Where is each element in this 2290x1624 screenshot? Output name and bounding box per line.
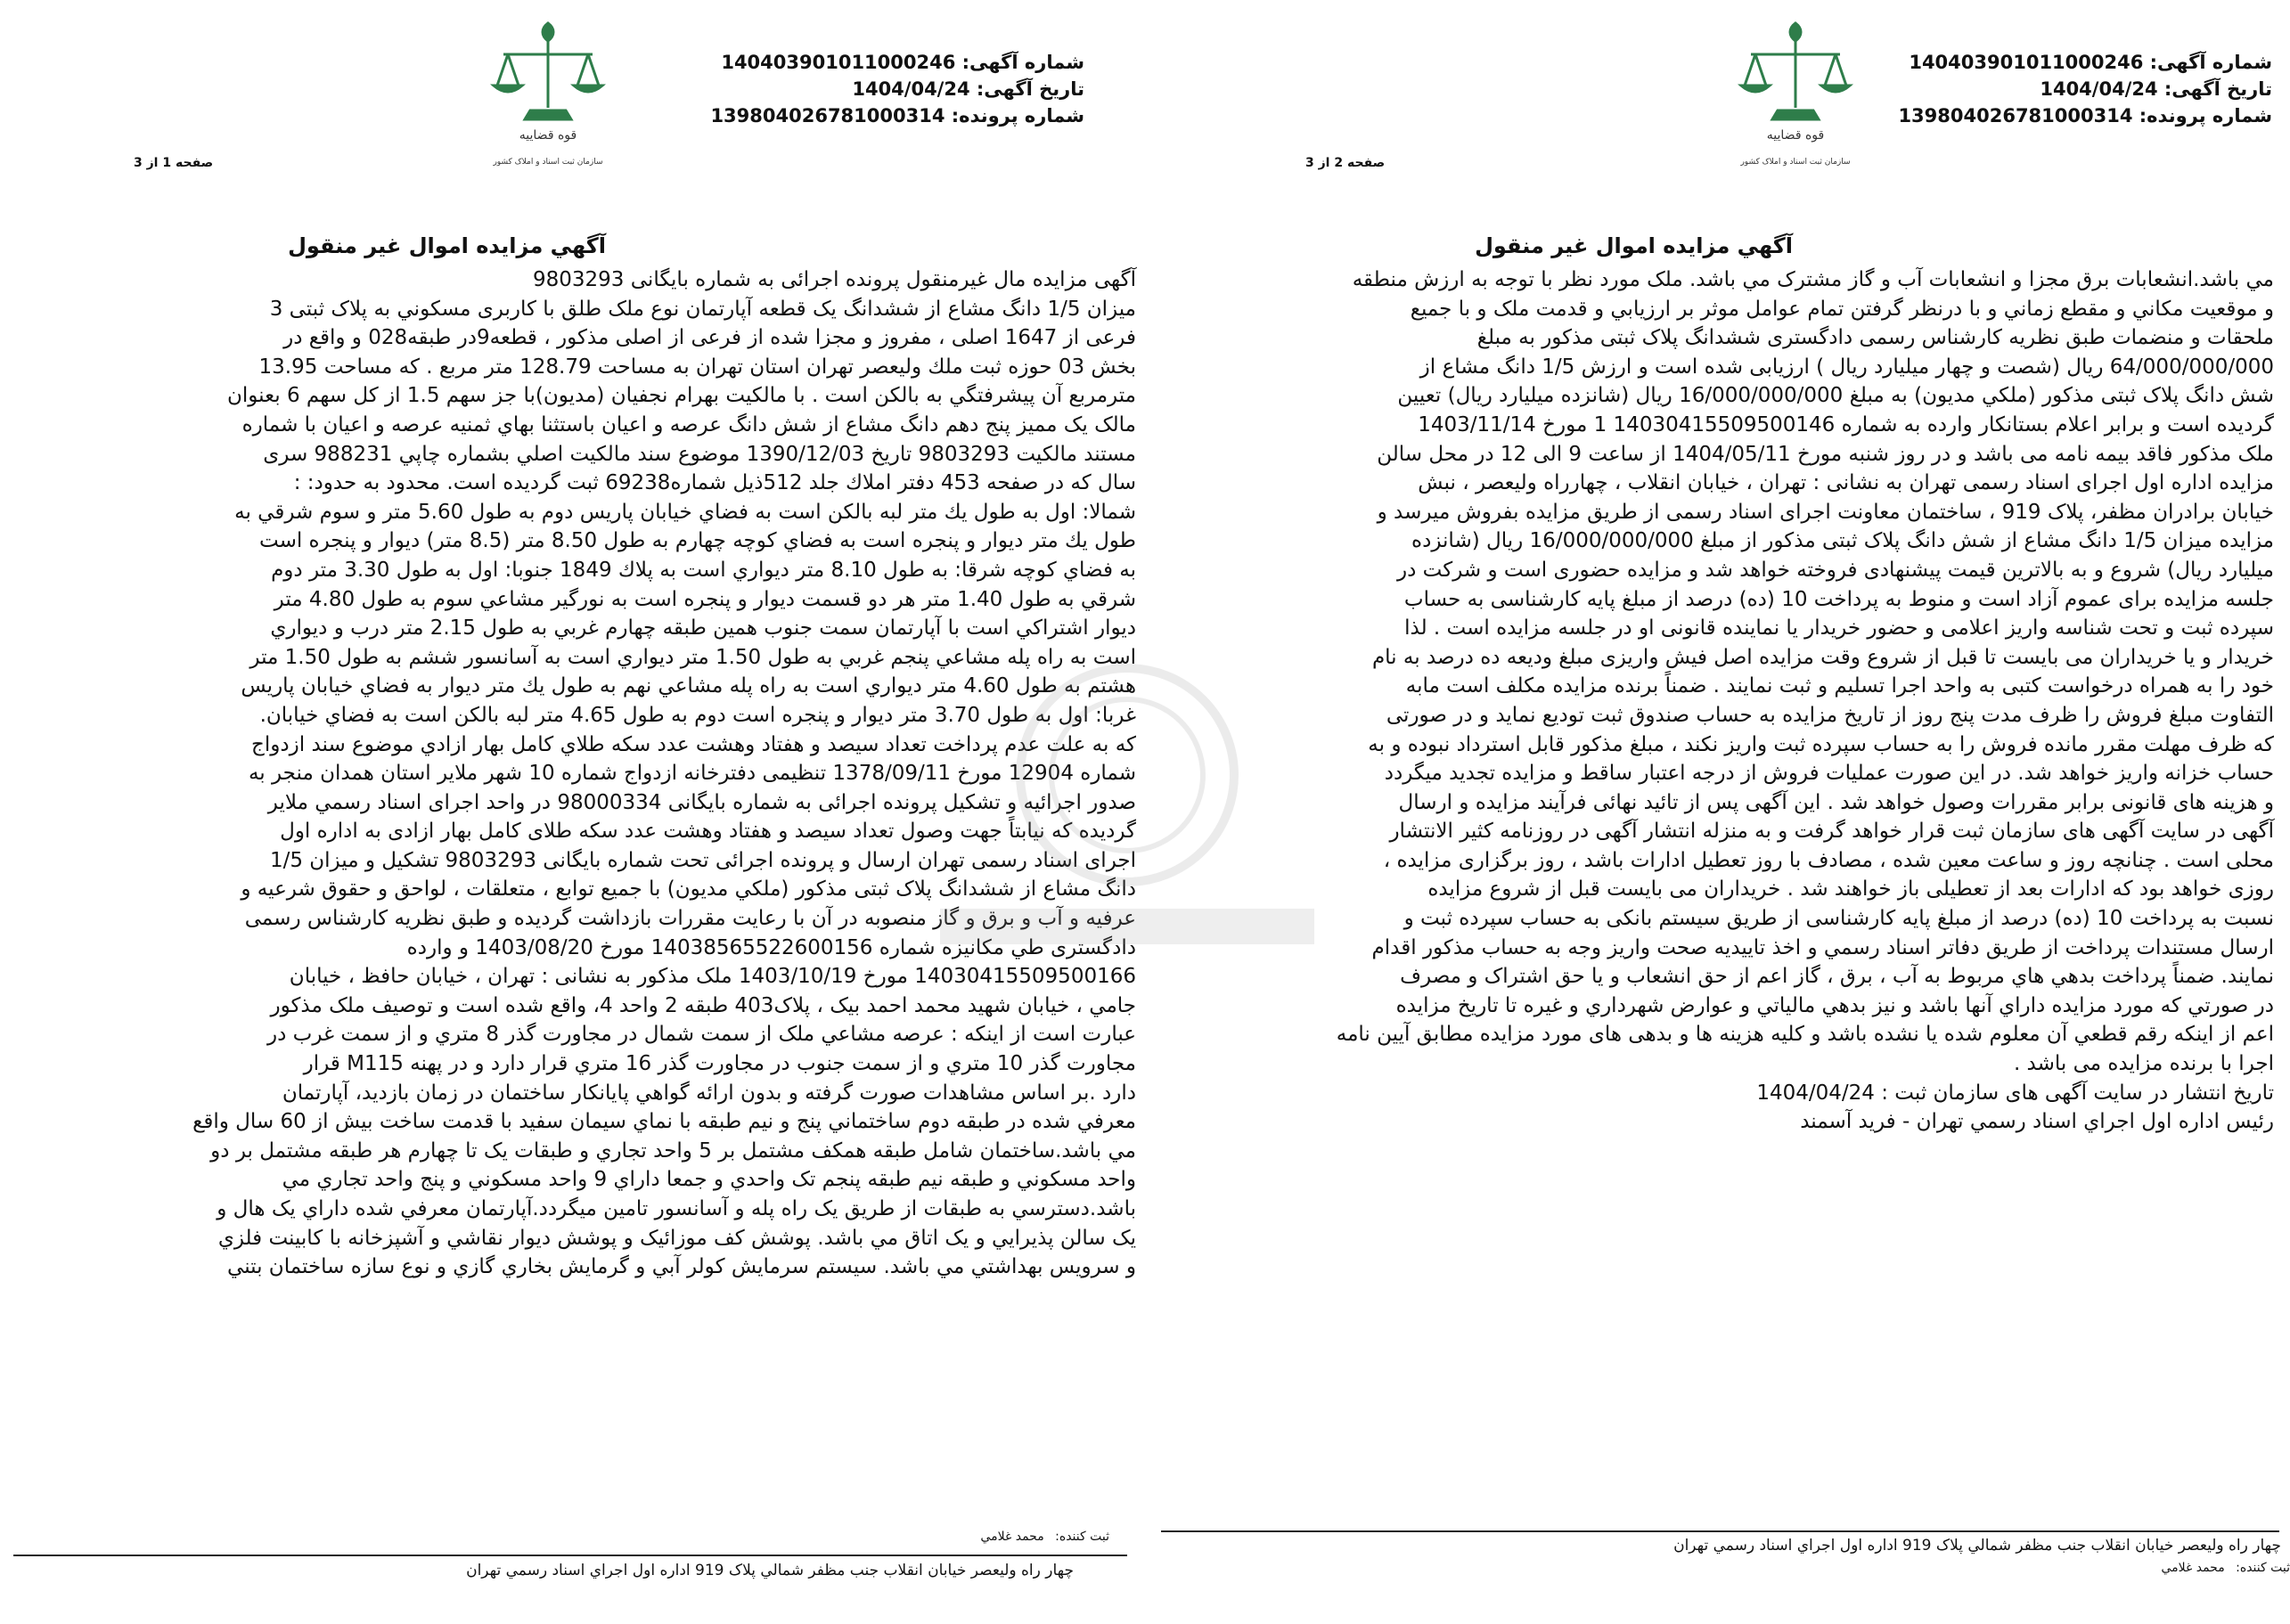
body-line: ميليارد ريال) شروع و به بالاترين قيمت پيشنهادی فروخته خواهد شد و مزايده حضوری است و شرکت در (1397, 558, 2274, 582)
page-label: صفحه 1 از 3 (134, 156, 214, 170)
body-line: مزايده ميزان 1/5 دانگ مشاع از شش دانگ پلاک ثبتی مذکور از مبلغ 16/000/000/000 ريال (شانزده (1411, 529, 2274, 553)
ad-date: تاریخ آگهی: 1404/04/24 (852, 78, 1084, 100)
body-line: شمالا: اول به طول يك متر لبه بالكن است به فضاي خيابان پاريس دوم به طول 5.60 متر و سوم شرقي به (234, 500, 1136, 524)
body-line: مي باشد.انشعابات برق مجزا و انشعابات آب و گاز مشترک مي باشد. ملک مورد نظر با توجه به ارزش منطقه (1352, 268, 2274, 291)
scales-of-justice-icon (1729, 5, 1862, 184)
ad-number: شماره آگهی: 140403901011000246 (721, 52, 1084, 73)
body-line: حساب خزانه واريز خواهد شد. در اين صورت عمليات فروش از درجه اعتبار ساقط و مزايده تجديد ميگردد (1384, 762, 2274, 786)
body-line: خود را به همراه درخواست کتبی به واحد اجرا تسليم و ثبت نمايند . ضمناً برنده مزایده مکلف است مابه (1405, 674, 2274, 698)
case-number: شماره پرونده: 139804026781000314 (710, 105, 1084, 126)
body-line: شرقي به طول 1.40 متر هر دو قسمت ديوار و پنجره است به نورگير مشاعي سوم به طول 4.80 متر (274, 587, 1136, 611)
registrar-label: ثبت کننده: (2236, 1561, 2290, 1575)
body-line: سال که در صفحه 453 دفتر املاك جلد 512ذيل شماره69238 ثبت گرديده است. محدود به حدود: : (293, 471, 1136, 495)
body-line: دادگستری طي مکانیزه شماره 14038565522600156 مورخ 1403/08/20 و وارده (406, 935, 1136, 959)
case-number: شماره پرونده: 139804026781000314 (1898, 105, 2272, 126)
body-line: بخش 03 حوزه ثبت ملك وليعصر تهران استان تهران به مساحت 128.79 متر مربع . كه مساحت 13.95 (258, 355, 1136, 379)
ad-metadata (1898, 49, 2272, 129)
ad-date: تاریخ آگهی: 1404/04/24 (2040, 78, 2272, 100)
registrar (973, 1530, 1109, 1544)
registrar-label: ثبت کننده: (1055, 1530, 1109, 1544)
body-line: اجرای اسناد رسمی تهران ارسال و پرونده اجرائی تحت شماره بایگانی 9803293 تشكيل و ميزان 1/5 (269, 848, 1136, 872)
judiciary-emblem (481, 5, 615, 201)
body-line: ملک مذکور فاقد بيمه نامه می باشد و در روز شنبه مورخ 1404/05/11 از ساعت 9 الی 12 در محل سالن (1377, 442, 2274, 466)
body-line: جامي ، خيابان شهيد محمد احمد بيک ، پلاک403 طبقه 2 واحد 4، واقع شده است و توصیف ملک مذکور (270, 993, 1136, 1017)
body-line: گرديده كه نيابتاً جهت وصول تعداد سيصد و هفتاد وهشت عدد سكه طلای كامل بهار ازادی به اداره اول (280, 820, 1136, 844)
emblem-caption: قوه قضاییه (1766, 128, 1825, 143)
body-line: اجرا با برنده مزايده می باشد . (2013, 1052, 2274, 1076)
page-label: صفحه 2 از 3 (1305, 156, 1386, 170)
body-line: كه به علت عدم پرداخت تعداد سیصد و هفتاد وهشت عدد سكه طلاي كامل بهار ازادي موضوع سند ازدواج (251, 732, 1136, 756)
body-line: سپرده ثبت و تحت شناسه واريز اعلامی و حضور خریدار یا نماینده قانونی او در جلسه مزایده است . لذا (1404, 616, 2274, 641)
registrar-name: محمد غلامي (980, 1530, 1044, 1544)
body-line: و موقعيت مکاني و مقطع زماني و با درنظر گرفتن تمام عوامل موثر بر ارزيابي و قدمت ملک و با جميع (1410, 297, 2274, 321)
emblem-caption: قوه قضاییه (519, 128, 577, 143)
body-line: آگهی مزایده مال غیرمنقول پرونده اجرائی به شماره بایگانی 9803293 (533, 268, 1136, 291)
body-line: ديوار اشتراكي است با آپارتمان سمت جنوب همين طبقه چهارم غربي به طول 2.15 متر درب و ديواري (270, 616, 1136, 641)
body-line: ميزان 1/5 دانگ مشاع از ششدانگ یک قطعه آپارتمان نوع ملک طلق با کاربری مسکوني به پلاک ثبتی 3 (269, 297, 1136, 321)
body-line: باشد.دسترسي به طبقات از طريق يک راه پله و آسانسور تامين ميگردد.آپارتمان معرفي شده داراي يک هال و (217, 1197, 1136, 1220)
body-line: شش دانگ پلاک ثبتی مذکور (ملكي مديون) به مبلغ 16/000/000/000 ريال (شانزده ميليارد ريال) تعيين (1397, 384, 2274, 408)
body-line: مالک یک ممیز پنج دهم دانگ مشاع از شش دانگ عرصه و اعيان باستثنا بهاي ثمنيه عرصه و اعيان با شماره (241, 412, 1136, 437)
body-line: عبارت است از اينکه : عرصه مشاعي ملک از سمت شمال در مجاورت گذر 8 متري و از سمت غرب در (267, 1023, 1136, 1047)
body-line: به فضاي كوچه شرقا: به طول 8.10 متر ديواري است به پلاك 1849 جنوبا: اول به طول 3.30 متر دوم (271, 558, 1136, 582)
registrar (2154, 1561, 2290, 1575)
body-line: در صورتي که مورد مزايده داراي آنها باشد و نيز بدهي مالياتي و عوارض شهرداري و غيره تا تاريخ مزايده (1395, 993, 2274, 1017)
footer-divider (1161, 1530, 2279, 1532)
body-line: معرفي شده در طبقه دوم ساختماني پنج و نيم طبقه با نماي سيمان سفيد با قدمت ساخت بيش از 60 سال واقع (192, 1110, 1136, 1134)
document-page-2 (1145, 0, 2290, 1624)
body-line: طول يك متر ديوار و پنجره است به فضاي كوچه چهارم به طول 8.50 متر (8.5 متر) ديوار و پنجره است (259, 529, 1136, 553)
body-line: ارسال مستندات پرداخت از طريق دفاتر اسناد رسمي و اخذ تاييديه صحت واريز وجه به حساب مذکور اقدام (1371, 935, 2274, 959)
emblem-subcaption: سازمان ثبت اسناد و املاک کشور (1740, 158, 1851, 167)
body-text (20, 265, 1136, 1282)
body-line: مي باشد.ساختمان شامل طبقه همکف مشتمل بر 5 واحد تجاري و طبقات يک تا چهارم هر طبقه مشتمل بر دو (210, 1138, 1136, 1163)
body-line: محلی است . چنانچه روز و ساعت معين شده ، مصادف با روز تعطيل ادارات باشد ، روز برگزاری مزايده ، (1383, 848, 2274, 872)
body-line: اعم از اينکه رقم قطعي آن معلوم شده يا نشده باشد و کليه هزينه ها و بدهی های مورد مزايده مطابق آيين نامه (1336, 1023, 2274, 1047)
scales-of-justice-icon (481, 5, 615, 184)
publish-date-line: تاريخ انتشار در سايت آگهی های سازمان ثبت : 1404/04/24 (1756, 1081, 2274, 1105)
signature-line: رئيس اداره اول اجراي اسناد رسمي تهران - فريد آسمند (1800, 1110, 2274, 1134)
body-line: التفاوت مبلغ فروش را ظرف مدت پنج روز از تاريخ مزايده به حساب صندوق ثبت توديع نمايد و در صورتی (1386, 703, 2274, 727)
body-text (1156, 265, 2274, 1137)
body-line: فرعی از 1647 اصلی ، مفروز و مجزا شده از فرعی از اصلی مذکور ، قطعه9در طبقه028 و واقع در (283, 326, 1136, 350)
body-line: دانگ مشاع از ششدانگ پلاک ثبتی مذکور (ملكي مديون) با جميع توابع ، متعلقات ، لواحق و حقوق شرعيه و (241, 877, 1136, 902)
office-address: چهار راه وليعصر خيابان انقلاب جنب مظفر شمالي پلاک 919 اداره اول اجراي اسناد رسمي تهران (466, 1562, 1074, 1579)
body-line: كه ظرف مهلت مقرر مانده فروش را به حساب سپرده ثبت واريز نكند ، مبلغ مذكور قابل استرداد نبوده و به (1368, 732, 2274, 756)
judiciary-emblem (1729, 5, 1862, 201)
body-line: مترمربع آن پيشرفتگي به بالكن است . با مالکیت بهرام نجفيان (مديون)با جز سهم 1.5 از كل سهم 6 بعنوان (227, 384, 1136, 408)
ad-number: شماره آگهی: 140403901011000246 (1909, 52, 2272, 73)
body-line: نسبت به پرداخت 10 (ده) درصد از مبلغ پايه کارشناسی از طريق سيستم بانکی به حساب سپرده ثبت و (1403, 907, 2274, 931)
body-line: مزایده اداره اول اجرای اسناد رسمی تهران به نشانی : تهران ، خيابان انقلاب ، چهارراه وليعصر ، نبش (1418, 471, 2274, 495)
body-line: عرفيه و آب و برق و گاز منصوبه در آن با رعايت مقررات بازداشت گرديده و طبق نظريه کارشناس رسمی (244, 907, 1136, 931)
body-line: مستند مالکیت 9803293 تاریخ 1390/12/03 موضوع سند مالكيت اصلي بشماره چاپي 988231 سری (263, 442, 1136, 466)
footer-divider (13, 1555, 1127, 1556)
ad-metadata (710, 49, 1084, 129)
body-line: است به راه پله مشاعي پنجم غربي به طول 1.50 متر ديواري است به آسانسور ششم به طول 1.50 متر (249, 645, 1136, 669)
body-line: گرديده است و برابر اعلام بستانكار وارده به شماره 14030415509500146 1 مورخ 1403/11/14 (1418, 412, 2274, 437)
body-line: نمايند. ضمناً پرداخت بدهي هاي مربوط به آب ، برق ، گاز اعم از حق انشعاب و يا حق اشتراک و مصرف (1400, 965, 2274, 989)
office-address: چهار راه وليعصر خيابان انقلاب جنب مظفر شمالي پلاک 919 اداره اول اجراي اسناد رسمي تهران (1673, 1537, 2281, 1555)
body-line: مجاورت گذر 10 متري و از سمت جنوب در مجاورت گذر 16 متري قرار دارد و در پهنه M115 قرار (303, 1052, 1136, 1076)
body-line: و هزينه های قانونی برابر مقررات وصول خواهد شد . این آگهی پس از تائيد نهائی فرآيند مزايده و ارسال (1398, 790, 2274, 814)
emblem-subcaption: سازمان ثبت اسناد و املاک کشور (493, 158, 603, 167)
body-line: 64/000/000/000 ريال (شصت و چهار ميليارد ريال ) ارزيابی شده است و ارزش 1/5 دانگ مشاع از (1419, 355, 2274, 379)
document-title: آگهي مزايده اموال غير منقول (288, 233, 606, 258)
body-line: دارد .بر اساس مشاهدات صورت گرفته و بدون ارائه گواهي پايانکار ساختمان در زمان بازديد، آپارتمان (282, 1081, 1136, 1105)
body-line: هشتم به طول 4.60 متر ديواري است به راه پله مشاعي نهم به طول يك متر ديوار به فضاي خيابان پاريس (241, 674, 1136, 698)
body-line: خريدار و يا خريداران می بايست تا قبل از شروع وقت مزايده اصل فيش واريزی مبلغ وديعه ده درصد به نام (1371, 645, 2274, 669)
body-line: جلسه مزایده برای عموم آزاد است و منوط به پرداخت 10 (ده) درصد از مبلغ پایه کارشناسی به حساب (1403, 587, 2274, 611)
body-line: غربا: اول به طول 3.70 متر ديوار و پنجره است دوم به طول 4.65 متر لبه بالكن است به فضاي خيابان. (259, 703, 1136, 727)
body-line: آگهی در سايت آگهی های سازمان ثبت قرار خواهد گرفت و به منزله انتشار آگهی در روزنامه كثير الانتشار (1389, 820, 2274, 844)
body-line: خيابان برادران مظفر، پلاک 919 ، ساختمان معاونت اجرای اسناد رسمی از طريق مزايده بفروش ميرسد و (1377, 500, 2274, 524)
body-line: واحد مسکوني و طبقه نيم طبقه پنجم تک واحدي و جمعا داراي 9 واحد مسکوني و پنج واحد تجاري مي (282, 1168, 1136, 1192)
body-line: صدور اجرائيه و تشكيل پرونده اجرائی به شماره بايگانی 98000334 در واحد اجرای اسناد رسمي ملاير (267, 790, 1136, 814)
registrar-name: محمد غلامي (2161, 1561, 2225, 1575)
body-line: شماره 12904 مورخ 1378/09/11 تنظيمی دفترخانه ازدواج شماره 10 شهر ملاير استان همدان منجر به (248, 762, 1136, 786)
body-line: 14030415509500166 مورخ 1403/10/19 ملک مذکور به نشانی : تهران ، خيابان حافظ ، خيابان (289, 965, 1136, 989)
body-line: و سرويس بهداشتي مي باشد. سيستم سرمايش کولر آبي و گرمايش بخاري گازي و نوع سازه ساختمان بتني (227, 1255, 1136, 1279)
body-line: ملحقات و منضمات طبق نظریه کارشناس رسمی دادگستری ششدانگ پلاک ثبتی مذکور به مبلغ (1476, 326, 2274, 350)
body-line: روزی خواهد بود که ادارات بعد از تعطيلی باز خواهند شد . خريداران می بايست قبل از شروع مزايده (1427, 877, 2274, 902)
document-title: آگهي مزايده اموال غير منقول (1475, 233, 1793, 258)
body-line: يک سالن پذيرايي و يک اتاق مي باشد. پوشش کف موزائيک و پوشش ديوار نقاشي و آشپزخانه با کابينت فلزي (217, 1226, 1136, 1250)
